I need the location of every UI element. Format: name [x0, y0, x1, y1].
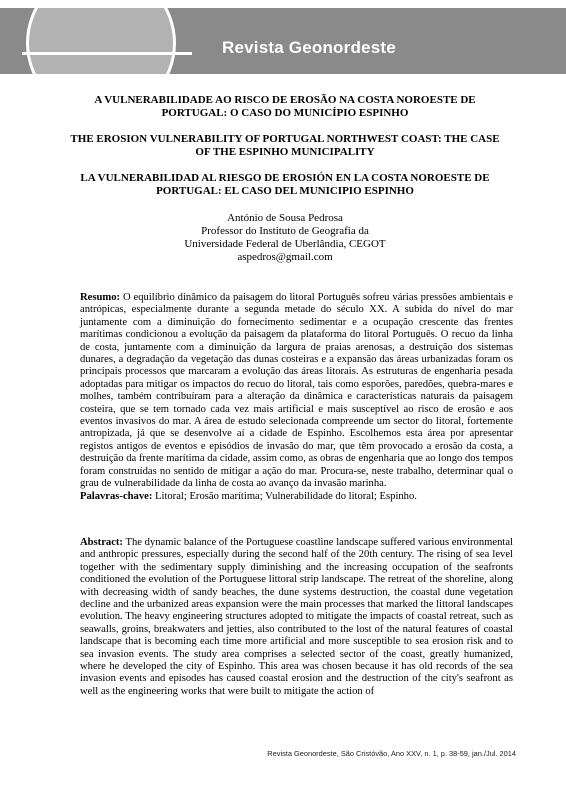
journal-logo-band — [22, 52, 192, 55]
author-position: Professor do Instituto de Geografia da — [201, 225, 369, 237]
author-block — [100, 212, 470, 264]
journal-name: Revista Geonordeste — [222, 38, 396, 57]
author-email: aspedros@gmail.com — [237, 251, 333, 263]
journal-logo-globe-icon — [26, 8, 176, 74]
page-footer-citation: Revista Geonordeste, São Cristóvão, Ano XXV, n. 1, p. 38-59, jan./Jul. 2014 — [267, 749, 516, 758]
abstract-section — [80, 537, 513, 698]
abstract-paragraph — [80, 537, 513, 698]
keywords-paragraph — [80, 491, 513, 503]
journal-header-bar — [0, 8, 566, 74]
title-block — [70, 94, 500, 211]
resumo-paragraph — [80, 292, 513, 491]
author-name: António de Sousa Pedrosa — [227, 212, 343, 224]
abstract-label: Abstract: — [80, 537, 123, 548]
title-spanish: LA VULNERABILIDAD AL RIESGO DE EROSIÓN EN LA COSTA NOROESTE DE PORTUGAL: EL CASO DEL MUNICIPIO ESPINHO — [80, 172, 490, 197]
resumo-text: O equilíbrio dinâmico da paisagem do litoral Português sofreu várias pressões ambientais e antrópicas, especialmente durante a segunda metade do século XX. A subida do nível do mar juntamente com a diminuição do fornecimento sedimentar e a ocupação crescente das frentes marítimas condicionou a evolução da paisagem da plataforma do litoral Português. O recuo da linha de costa, juntamente com a diminuição da largura de praias arenosas, a destruição dos sistemas dunares, a degradação da vegetação das dunas costeiras e a expansão das áreas urbanizadas foram os principais processos que marcaram a evolução das áreas litorais. As estruturas de engenharia pesada adoptadas para mitigar os impactos do recuo do litoral, tais como esporões, paredões, quebra-mares e molhes, também contribuíram para a alteração da dinâmica e características naturais da paisagem costeira, que se tem tornado cada vez mais artificial e mais susceptível ao risco de erosão e aos eventos invasivos do mar. A área de estudo selecionada compreende um sector do litoral, fortemente antropizada, já que se desenvolve aí a cidade de Espinho. Escolhemos esta área por apresentar registos antigos de eventos e episódios de invasão do mar, que têm provocado a erosão da costa, a destruição da frente marítima da cidade, assim como, as obras de engenharia que ao longo dos tempos foram construídas no sentido de mitigar a ação do mar. Procura-se, neste trabalho, determinar qual o grau de vulnerabilidade da linha de costa ao avanço da invasão marinha. — [80, 292, 513, 490]
resumo-section — [80, 292, 513, 503]
author-affiliation: Universidade Federal de Uberlândia, CEGOT — [184, 238, 386, 250]
title-portuguese: A VULNERABILIDADE AO RISCO DE EROSÃO NA COSTA NOROESTE DE PORTUGAL: O CASO DO MUNICÍPIO ESPINHO — [94, 94, 476, 119]
keywords-text: Litoral; Erosão marítima; Vulnerabilidade do litoral; Espinho. — [155, 490, 417, 502]
keywords-label: Palavras-chave: — [80, 490, 153, 502]
abstract-text: The dynamic balance of the Portuguese coastline landscape suffered various environmental and anthropic pressures, especially during the second half of the 20th century. The rising of sea level together with the sedimentary supply diminishing and the increasing occupation of the seafronts conditioned the evolution of the Portuguese littoral strip landscape. The retreat of the shoreline, along with decreasing width of sandy beaches, the dune systems destruction, the coastal dune vegetation decline and the urbanized areas expansion were the main processes that marked the littoral landscapes evolution. The heavy engineering structures adopted to mitigate the impacts of coastal retreat, such as seawalls, groins, breakwaters and jetties, also contributed to the lost of the natural features of coastal landscape that is becoming each time more artificial and more susceptible to sea erosion risk and to sea invasion events. The study area comprises a selected sector of the coast, greatly humanized, where he developed the city of Espinho. This area was chosen because it has old records of the sea invasion events and episodes has caused coastal erosion and the destruction of the city's seafront as well as the engineering works that were built to mitigate the action of — [80, 537, 513, 697]
title-english: THE EROSION VULNERABILITY OF PORTUGAL NORTHWEST COAST: THE CASE OF THE ESPINHO MUNICIPALITY — [70, 133, 500, 158]
resumo-label: Resumo: — [80, 292, 121, 303]
